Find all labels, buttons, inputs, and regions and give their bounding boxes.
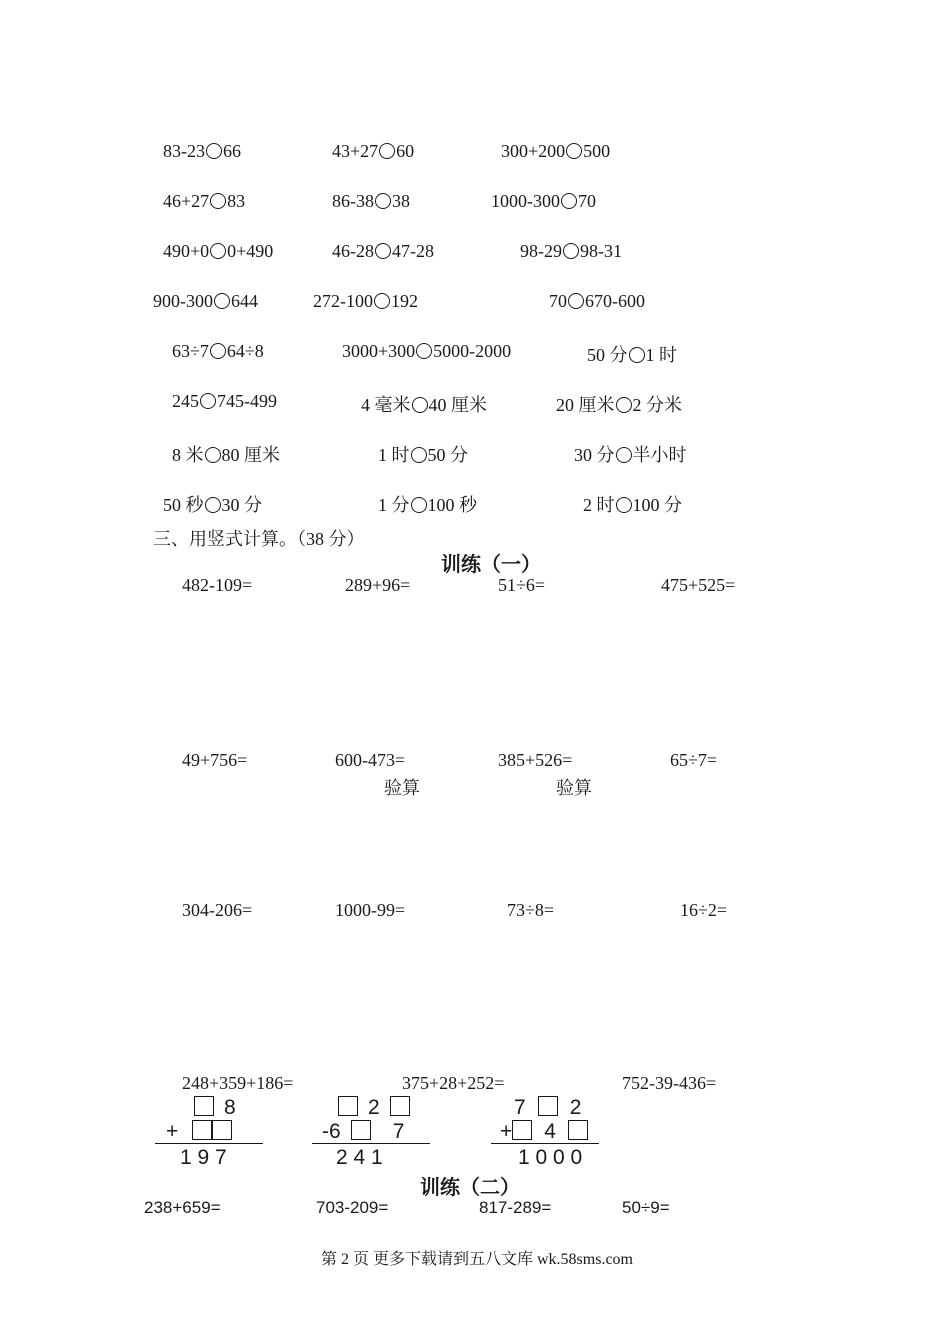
compare-item: 1000-300 70 <box>491 191 596 211</box>
circle-blank[interactable] <box>412 397 428 413</box>
problem: 817-289= <box>479 1198 552 1217</box>
circle-blank[interactable] <box>629 347 645 363</box>
compare-item: 50 秒 30 分 <box>163 495 262 515</box>
problem: 248+359+186= <box>182 1073 294 1093</box>
circle-blank[interactable] <box>210 343 226 359</box>
digit-box[interactable] <box>390 1096 410 1116</box>
digit-box[interactable] <box>351 1120 371 1140</box>
problem: 49+756= <box>182 750 248 770</box>
sum-line <box>155 1143 263 1144</box>
compare-item: 86-38 38 <box>332 191 410 211</box>
problem: 752-39-436= <box>622 1073 717 1093</box>
problem: 16÷2= <box>680 900 728 920</box>
compare-item: 70 670-600 <box>549 291 645 311</box>
circle-blank[interactable] <box>561 193 577 209</box>
circle-blank[interactable] <box>616 447 632 463</box>
compare-item: 1 时 50 分 <box>378 445 468 465</box>
circle-blank[interactable] <box>374 293 390 309</box>
compare-item: 50 分 1 时 <box>587 345 677 365</box>
digit-box[interactable] <box>212 1120 232 1140</box>
digit-box[interactable] <box>568 1120 588 1140</box>
problem: 385+526= <box>498 750 573 770</box>
problem: 703-209= <box>316 1198 389 1217</box>
problem: 304-206= <box>182 900 253 920</box>
check-label: 验算 <box>556 778 592 798</box>
problem: 73÷8= <box>507 900 555 920</box>
compare-item: 900-300 644 <box>153 291 258 311</box>
compare-item: 272-100 192 <box>313 291 418 311</box>
problem: 238+659= <box>144 1198 221 1217</box>
circle-blank[interactable] <box>210 243 226 259</box>
circle-blank[interactable] <box>214 293 230 309</box>
circle-blank[interactable] <box>416 343 432 359</box>
circle-blank[interactable] <box>566 143 582 159</box>
compare-item: 20 厘米 2 分米 <box>556 395 682 415</box>
circle-blank[interactable] <box>375 193 391 209</box>
compare-item: 8 米 80 厘米 <box>172 445 280 465</box>
compare-item: 46+27 83 <box>163 191 246 211</box>
page-footer: 第 2 页 更多下载请到五八文库 wk.58sms.com <box>321 1251 634 1268</box>
compare-item: 3000+300 5000-2000 <box>342 341 512 361</box>
problem: 65÷7= <box>670 750 718 770</box>
sum-line <box>491 1143 599 1144</box>
problem: 50÷9= <box>622 1198 670 1217</box>
training-two-title: 训练（二） <box>420 1175 520 1199</box>
circle-blank[interactable] <box>563 243 579 259</box>
compare-item: 245 745-499 <box>172 391 277 411</box>
compare-item: 30 分 半小时 <box>574 445 687 465</box>
circle-blank[interactable] <box>375 243 391 259</box>
problem: 51÷6= <box>498 575 546 595</box>
problem: 289+96= <box>345 575 411 595</box>
compare-item: 2 时 100 分 <box>583 495 682 515</box>
problem: 482-109= <box>182 575 253 595</box>
compare-item: 46-28 47-28 <box>332 241 434 261</box>
digit-box[interactable] <box>538 1096 558 1116</box>
circle-blank[interactable] <box>411 497 427 513</box>
circle-blank[interactable] <box>200 393 216 409</box>
problem: 375+28+252= <box>402 1073 505 1093</box>
digit-box[interactable] <box>194 1096 214 1116</box>
compare-item: 43+27 60 <box>332 141 415 161</box>
circle-blank[interactable] <box>205 497 221 513</box>
compare-item: 1 分 100 秒 <box>378 495 477 515</box>
circle-blank[interactable] <box>379 143 395 159</box>
circle-blank[interactable] <box>205 447 221 463</box>
digit-box[interactable] <box>192 1120 212 1140</box>
circle-blank[interactable] <box>206 143 222 159</box>
circle-blank[interactable] <box>210 193 226 209</box>
training-one-title: 训练（一） <box>441 552 541 576</box>
compare-item: 490+0 0+490 <box>163 241 274 261</box>
puzzle-result: 1 9 7 <box>180 1146 227 1169</box>
compare-item: 300+200 500 <box>501 141 611 161</box>
compare-item: 63÷7 64÷8 <box>172 341 264 361</box>
digit-box[interactable] <box>338 1096 358 1116</box>
puzzle-result: 1 0 0 0 <box>518 1146 583 1169</box>
circle-blank[interactable] <box>616 497 632 513</box>
circle-blank[interactable] <box>616 397 632 413</box>
circle-blank[interactable] <box>568 293 584 309</box>
compare-item: 4 毫米 40 厘米 <box>361 395 487 415</box>
problem: 600-473= <box>335 750 406 770</box>
check-label: 验算 <box>384 778 420 798</box>
compare-item: 98-29 98-31 <box>520 241 622 261</box>
circle-blank[interactable] <box>411 447 427 463</box>
section-heading: 三、用竖式计算。（38 分） <box>153 529 365 549</box>
compare-item: 83-23 66 <box>163 141 241 161</box>
problem: 475+525= <box>661 575 736 595</box>
difference-line <box>312 1143 430 1144</box>
digit-box[interactable] <box>512 1120 532 1140</box>
puzzle-result: 2 4 1 <box>336 1146 383 1169</box>
problem: 1000-99= <box>335 900 406 920</box>
